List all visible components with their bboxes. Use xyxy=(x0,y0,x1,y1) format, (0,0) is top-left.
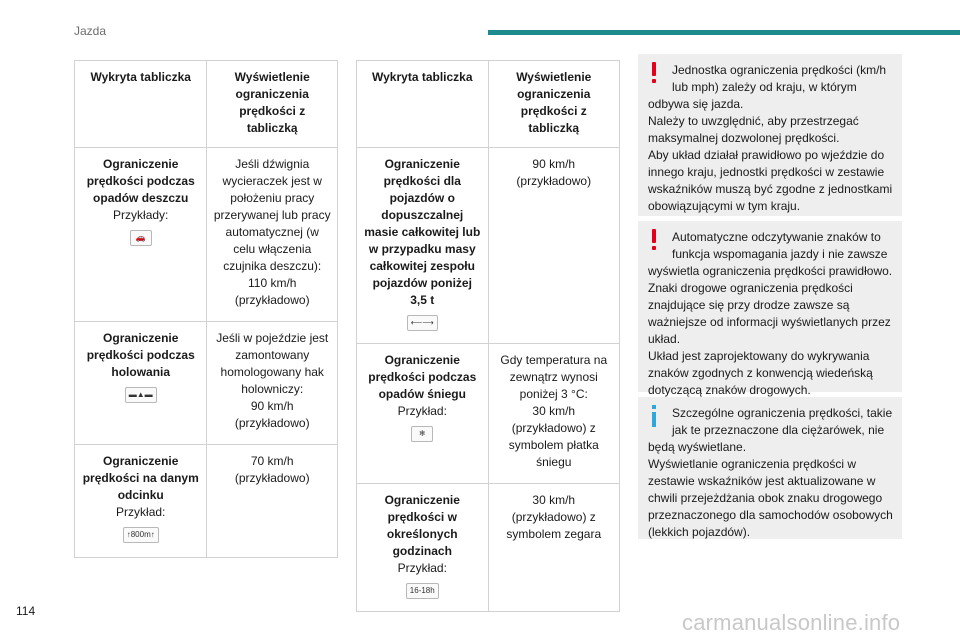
display-cell xyxy=(207,445,338,558)
warning-icon xyxy=(650,229,658,251)
column-header-detected-sign: Wykryta tabliczka xyxy=(75,61,207,148)
detected-sign-cell xyxy=(357,148,489,344)
sign-title: Ograniczenie prędkości podczas holowania xyxy=(86,331,195,379)
speed-value: 30 km/h xyxy=(532,404,576,418)
distance-sign-icon: ↑800m↑ xyxy=(123,527,159,543)
condition-text: Jeśli dźwignia wycieraczek jest w położeniu pracy przerywanej lub pracy automatycznej (w celu włączenia czujnika deszczu): xyxy=(213,157,331,273)
sign-subtitle: Przykład: xyxy=(116,505,166,519)
speed-sign-table-1 xyxy=(74,60,338,558)
detected-sign-cell xyxy=(75,445,207,558)
speed-note: (przykładowo) xyxy=(234,416,310,430)
snowflake-sign-icon: ❄ xyxy=(411,426,433,442)
column-header-display: Wyświetlenie ograniczenia prędkości z tabliczką xyxy=(207,61,338,148)
condition-text: Jeśli w pojeździe jest zamontowany homologowany hak holowniczy: xyxy=(216,331,329,396)
speed-note: (przykładowo) xyxy=(234,471,310,485)
table-row xyxy=(357,148,620,344)
table-row xyxy=(75,445,338,558)
note-body: odbywa się jazda. Należy to uwzględnić, aby przestrzegać maksymalnej dozwolonej prędkości. Aby układ działał prawidłowo po wjeździe do innego kraju, jednostki prędkości w zestawie wskaźników muszą być zgodne z jednostkami obowiązującymi w tym kraju. xyxy=(648,97,893,213)
speed-value: 30 km/h xyxy=(532,493,576,507)
detected-sign-cell xyxy=(75,148,207,322)
speed-note: (przykładowo) z symbolem płatka śniegu xyxy=(508,421,599,469)
speed-note: (przykładowo) xyxy=(516,174,592,188)
sign-subtitle: Przykłady: xyxy=(113,208,169,222)
condition-text: Gdy temperatura na zewnątrz wynosi poniżej 3 °C: xyxy=(500,353,608,401)
sign-title: Ograniczenie prędkości podczas opadów deszczu xyxy=(86,157,195,205)
info-note-special-limits xyxy=(638,397,902,539)
speed-value: 110 km/h xyxy=(247,276,297,290)
trailer-sign-icon: ▬▲▬ xyxy=(125,387,157,403)
display-cell xyxy=(488,484,619,612)
speed-note: (przykładowo) z symbolem zegara xyxy=(506,510,602,541)
detected-sign-cell xyxy=(75,322,207,445)
display-cell xyxy=(207,148,338,322)
rain-car-sign-icon: 🚗 xyxy=(130,230,152,246)
display-cell xyxy=(207,322,338,445)
note-first-line: Automatyczne odczytywanie znaków to funkcja wspomagania jazdy i nie zawsze xyxy=(672,230,888,261)
detected-sign-cell xyxy=(357,484,489,612)
speed-value: 70 km/h xyxy=(250,454,294,468)
table-row xyxy=(357,484,620,612)
page-number: 114 xyxy=(16,604,36,618)
time-sign-icon: 16-18h xyxy=(406,583,439,599)
speed-sign-table-2 xyxy=(356,60,620,612)
sign-title: Ograniczenie prędkości podczas opadów śniegu xyxy=(368,353,477,401)
table-row xyxy=(75,148,338,322)
header-accent-rule xyxy=(488,30,960,35)
warning-note-units xyxy=(638,54,902,216)
note-first-line: Szczególne ograniczenia prędkości, takie jak te przeznaczone dla ciężarówek, nie xyxy=(672,406,893,437)
column-header-display: Wyświetlenie ograniczenia prędkości z tabliczką xyxy=(488,61,619,148)
section-title: Jazda xyxy=(74,24,107,38)
warning-icon xyxy=(650,62,658,84)
table-row xyxy=(357,344,620,484)
speed-value: 90 km/h xyxy=(532,157,576,171)
table-row xyxy=(75,322,338,445)
detected-sign-cell xyxy=(357,344,489,484)
speed-value: 90 km/h xyxy=(250,399,294,413)
sign-subtitle: Przykład: xyxy=(397,404,447,418)
sign-subtitle: Przykład: xyxy=(397,561,447,575)
sign-title: Ograniczenie prędkości dla pojazdów o dopuszczalnej masie całkowitej lub w przypadku masy całkowitej zespołu pojazdów poniżej 3,5 t xyxy=(364,157,481,307)
column-header-detected-sign: Wykryta tabliczka xyxy=(357,61,489,148)
info-icon xyxy=(650,405,658,427)
display-cell xyxy=(488,344,619,484)
sign-title: Ograniczenie prędkości na danym odcinku xyxy=(82,454,199,502)
note-body: wyświetla ograniczenia prędkości prawidłowo. Znaki drogowe ograniczenia prędkości znajdujące się przy drodze zawsze są ważniejsze od informacji wyświetlanych przez układ. Układ jest zaprojektowany do wykrywania znaków zgodnych z konwencją wiedeńską dotyczącą znaków drogowych. xyxy=(648,264,893,397)
note-first-line: Jednostka ograniczenia prędkości (km/h lub mph) zależy od kraju, w którym xyxy=(672,63,887,94)
note-body: będą wyświetlane. Wyświetlanie ograniczenia prędkości w zestawie wskaźników jest aktualizowane w chwili przejeżdżania obok znaku drogowego przeznaczonego dla samochodów osobowych (lekkich pojazdów). xyxy=(648,440,893,539)
watermark: carmanualsonline.info xyxy=(682,610,901,635)
display-cell xyxy=(488,148,619,344)
speed-note: (przykładowo) xyxy=(234,293,310,307)
warning-note-recognition xyxy=(638,221,902,397)
sign-title: Ograniczenie prędkości w określonych godzinach xyxy=(384,493,460,558)
weight-sign-icon: ⟵⟶ xyxy=(407,315,438,331)
